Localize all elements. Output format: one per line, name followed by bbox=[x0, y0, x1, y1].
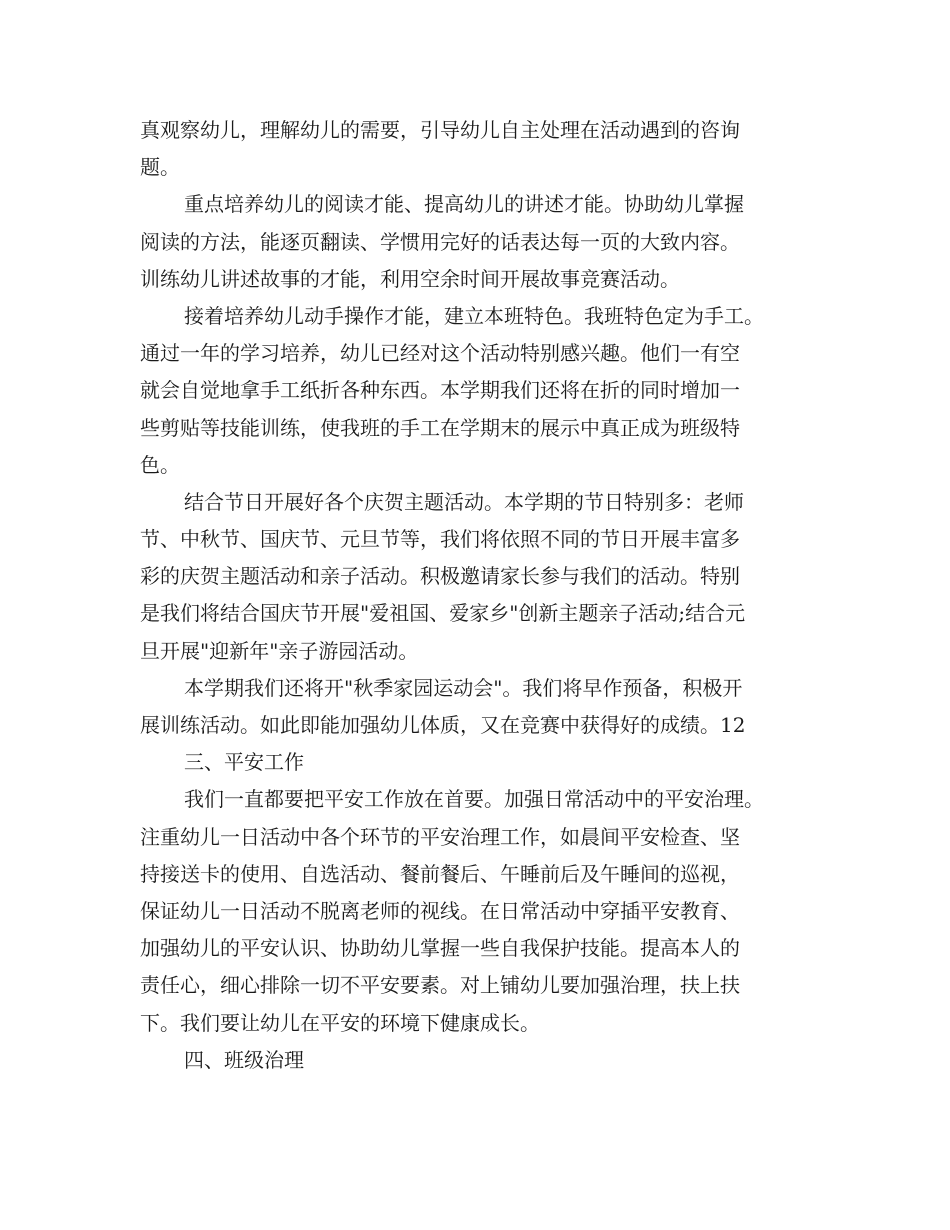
text-line: 色。 bbox=[140, 452, 180, 477]
text-line: 加强幼儿的平安认识、协助幼儿掌握一些自我保护技能。提高本人的 bbox=[140, 936, 740, 961]
text-line: 责任心，细心排除一切不平安要素。对上铺幼儿要加强治理，扶上扶 bbox=[140, 973, 740, 998]
paragraph-reading-start: 重点培养幼儿的阅读才能、提高幼儿的讲述才能。协助幼儿掌握 bbox=[184, 192, 744, 217]
text-line: 就会自觉地拿手工纸折各种东西。本学期我们还将在折的同时增加一 bbox=[140, 378, 740, 403]
text-line: 是我们将结合国庆节开展"爱祖国、爱家乡"创新主题亲子活动;结合元 bbox=[140, 601, 746, 626]
text-line: 展训练活动。如此即能加强幼儿体质，又在竞赛中获得好的成绩。12 bbox=[140, 713, 746, 737]
text-line: 题。 bbox=[140, 155, 180, 180]
paragraph-handcraft-start: 接着培养幼儿动手操作才能，建立本班特色。我班特色定为手工。 bbox=[184, 303, 764, 328]
text-line: 通过一年的学习培养，幼儿已经对这个活动特别感兴趣。他们一有空 bbox=[140, 341, 740, 366]
text-line: 彩的庆贺主题活动和亲子活动。积极邀请家长参与我们的活动。特别 bbox=[140, 564, 740, 589]
text-line: 保证幼儿一日活动不脱离老师的视线。在日常活动中穿插平安教育、 bbox=[140, 898, 740, 923]
text-line: 阅读的方法，能逐页翻读、学惯用完好的话表达每一页的大致内容。 bbox=[140, 229, 740, 254]
text-line: 真观察幼儿，理解幼儿的需要，引导幼儿自主处理在活动遇到的咨询 bbox=[140, 118, 740, 142]
paragraph-festival-start: 结合节日开展好各个庆贺主题活动。本学期的节日特别多：老师 bbox=[184, 489, 744, 514]
section-heading-safety: 三、平安工作 bbox=[184, 750, 304, 775]
text-line: 注重幼儿一日活动中各个环节的平安治理工作，如晨间平安检查、坚 bbox=[140, 824, 740, 849]
section-heading-class-management: 四、班级治理 bbox=[184, 1047, 304, 1072]
text-line: 旦开展"迎新年"亲子游园活动。 bbox=[140, 638, 419, 663]
text-line: 训练幼儿讲述故事的才能，利用空余时间开展故事竞赛活动。 bbox=[140, 266, 680, 291]
paragraph-sports-start: 本学期我们还将开"秋季家园运动会"。我们将早作预备，积极开 bbox=[184, 675, 743, 700]
text-line: 些剪贴等技能训练，使我班的手工在学期末的展示中真正成为班级特 bbox=[140, 415, 740, 440]
document-body bbox=[140, 112, 830, 1079]
text-line: 持接送卡的使用、自选活动、餐前餐后、午睡前后及午睡间的巡视， bbox=[140, 861, 740, 886]
paragraph-safety-start: 我们一直都要把平安工作放在首要。加强日常活动中的平安治理。 bbox=[184, 787, 764, 812]
text-line: 下。我们要让幼儿在平安的环境下健康成长。 bbox=[140, 1010, 540, 1035]
text-line: 节、中秋节、国庆节、元旦节等，我们将依照不同的节日开展丰富多 bbox=[140, 527, 740, 552]
